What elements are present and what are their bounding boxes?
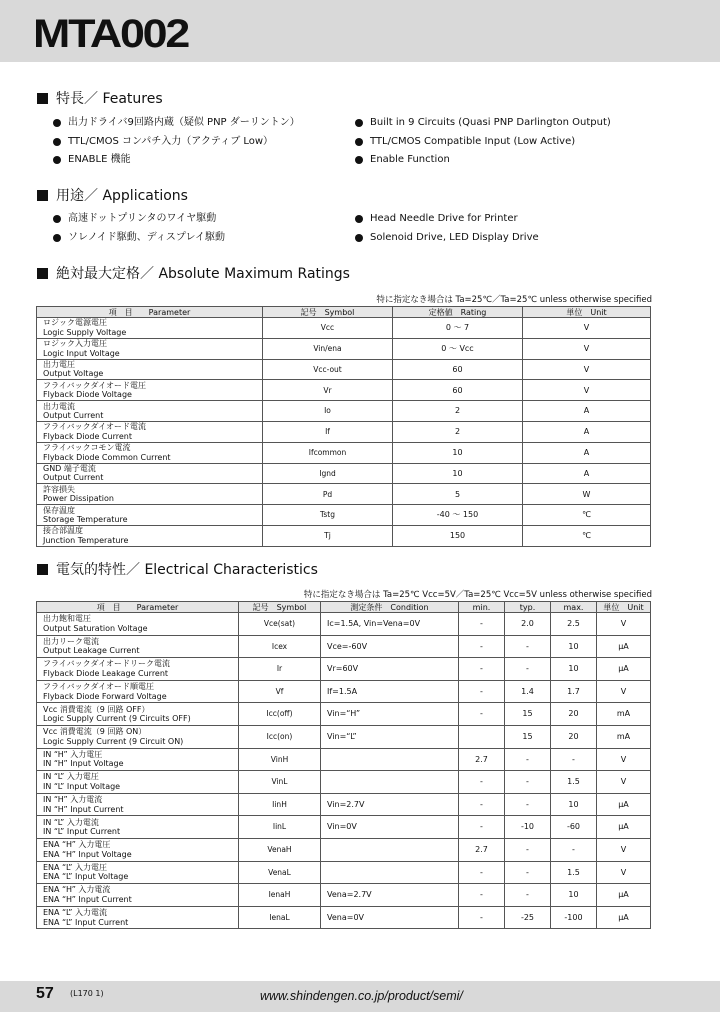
applications-list-jp [53,210,225,247]
table-row: GND 端子電流 Output Current Ignd 10 A [37,463,651,484]
abs-max-heading: 絶対最大定格／ Absolute Maximum Ratings [37,265,350,283]
table-row: フライバックダイオード順電圧 Flyback Diode Forward Voltage Vf If=1.5A - 1.4 1.7 V [37,680,651,703]
page-number: 57 [36,985,54,1002]
table-row: ロジック電源電圧 Logic Supply Voltage Vcc 0 ～ 7 V [37,318,651,339]
abs-max-note: 特に指定なき場合は Ta=25℃／Ta=25℃ unless otherwise specified [376,295,652,305]
list-item: Built in 9 Circuits (Quasi PNP Darlington Output) [355,114,611,133]
col-header-condition: 測定条件 Condition [321,602,459,613]
table-row: 出力リーク電流 Output Leakage Current Icex Vce=-60V - - 10 μA [37,635,651,658]
list-item: TTL/CMOS Compatible Input (Low Active) [355,133,611,152]
list-item: 出力ドライバ9回路内蔵（疑似 PNP ダーリントン） [53,114,300,133]
col-header-parameter: 項 目 Parameter [37,307,263,318]
col-header-unit: 単位 Unit [597,602,651,613]
electrical-heading: 電気的特性／ Electrical Characteristics [37,561,318,579]
table-row: フライバックコモン電流 Flyback Diode Common Current Ifcommon 10 A [37,442,651,463]
electrical-note: 特に指定なき場合は Ta=25℃ Vcc=5V／Ta=25℃ Vcc=5V unless otherwise specified [303,590,652,600]
applications-list-en [355,210,539,247]
table-row: ENA “L” 入力電圧 ENA “L” Input Voltage VenaL - - 1.5 V [37,861,651,884]
abs-max-table [36,306,651,547]
features-list-en [355,114,611,170]
table-row: IN “L” 入力電流 IN “L” Input Current IinL Vin=0V - -10 -60 μA [37,816,651,839]
table-row: 出力電圧 Output Voltage Vcc-out 60 V [37,359,651,380]
col-header-symbol: 記号 Symbol [263,307,393,318]
col-header-symbol: 記号 Symbol [239,602,321,613]
applications-heading: 用途／ Applications [37,187,188,205]
document-code: (L170 1) [70,989,104,998]
col-header-typ: typ. [505,602,551,613]
table-row: 許容損失 Power Dissipation Pd 5 W [37,484,651,505]
list-item: TTL/CMOS コンパチ入力（アクティブ Low） [53,133,300,152]
square-bullet-icon [37,93,48,104]
table-row: IN “H” 入力電圧 IN “H” Input Voltage VinH 2.7 - - V [37,748,651,771]
electrical-table [36,601,651,929]
col-header-min: min. [459,602,505,613]
table-row: 接合部温度 Junction Temperature Tj 150 ℃ [37,525,651,546]
list-item: Head Needle Drive for Printer [355,210,539,229]
list-item: ENABLE 機能 [53,151,300,170]
table-row: フライバックダイオード電圧 Flyback Diode Voltage Vr 60 V [37,380,651,401]
table-row: ENA “H” 入力電流 ENA “H” Input Current IenaH Vena=2.7V - - 10 μA [37,884,651,907]
table-row: フライバックダイオードリーク電流 Flyback Diode Leakage Current Ir Vr=60V - - 10 μA [37,658,651,681]
list-item: 高速ドットプリンタのワイヤ駆動 [53,210,225,229]
table-row: IN “L” 入力電圧 IN “L” Input Voltage VinL - - 1.5 V [37,771,651,794]
col-header-rating: 定格値 Rating [393,307,523,318]
table-row: IN “H” 入力電流 IN “H” Input Current IinH Vin=2.7V - - 10 μA [37,793,651,816]
list-item: ソレノイド駆動、ディスプレイ駆動 [53,229,225,248]
col-header-parameter: 項 目 Parameter [37,602,239,613]
list-item: Solenoid Drive, LED Display Drive [355,229,539,248]
table-row: フライバックダイオード電流 Flyback Diode Current If 2 A [37,421,651,442]
square-bullet-icon [37,190,48,201]
col-header-max: max. [551,602,597,613]
col-header-unit: 単位 Unit [523,307,651,318]
list-item: Enable Function [355,151,611,170]
table-row: 保存温度 Storage Temperature Tstg -40 ～ 150 ℃ [37,505,651,526]
table-row: 出力電流 Output Current Io 2 A [37,401,651,422]
features-heading: 特長／ Features [37,90,163,108]
features-list-jp [53,114,300,170]
page-title: MTA002 [33,12,189,56]
table-row: Vcc 消費電流（9 回路 OFF） Logic Supply Current (9 Circuits OFF) Icc(off) Vin=“H” - 15 20 mA [37,703,651,726]
table-row: ENA “H” 入力電圧 ENA “H” Input Voltage VenaH 2.7 - - V [37,838,651,861]
footer-url-link[interactable]: www.shindengen.co.jp/product/semi/ [260,989,463,1003]
square-bullet-icon [37,268,48,279]
table-row: ロジック入力電圧 Logic Input Voltage Vin/ena 0 ～ Vcc V [37,338,651,359]
table-row: 出力飽和電圧 Output Saturation Voltage Vce(sat) Ic=1.5A, Vin=Vena=0V - 2.0 2.5 V [37,613,651,636]
square-bullet-icon [37,564,48,575]
table-row: Vcc 消費電流（9 回路 ON） Logic Supply Current (9 Circuit ON) Icc(on) Vin=“L” 15 20 mA [37,725,651,748]
table-row: ENA “L” 入力電流 ENA “L” Input Current IenaL Vena=0V - -25 -100 μA [37,906,651,929]
